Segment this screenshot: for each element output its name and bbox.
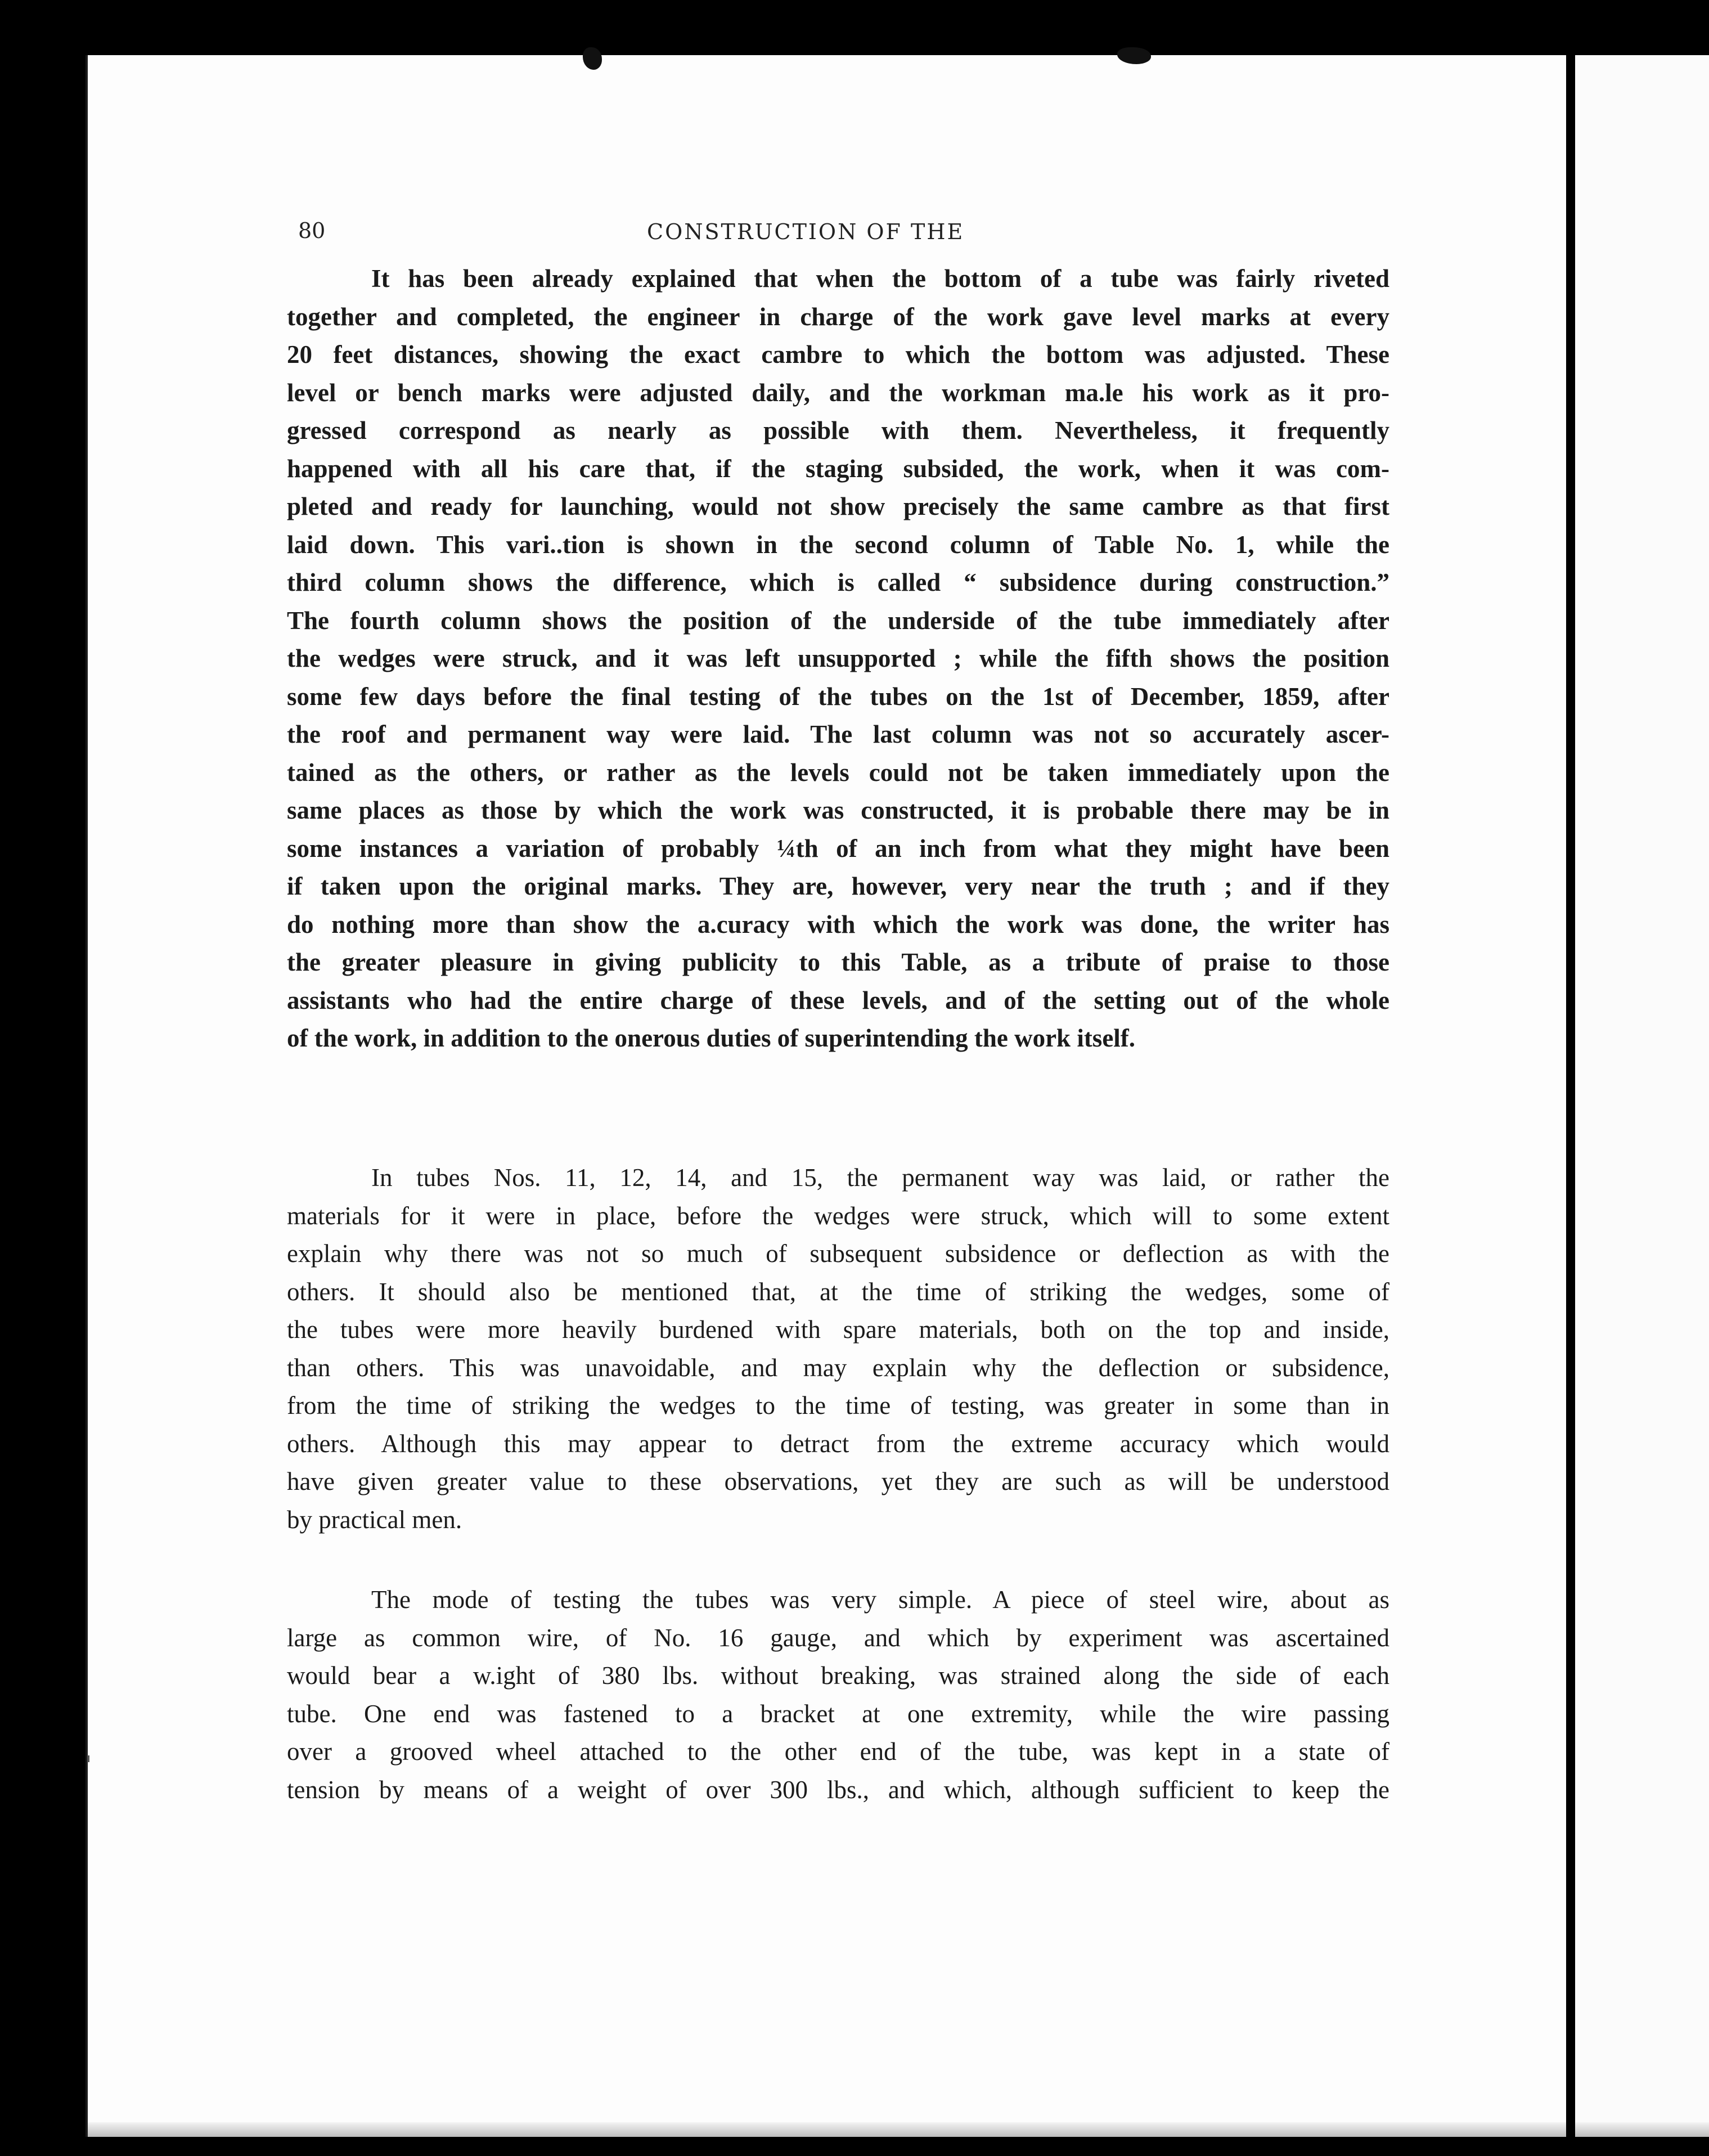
text-line: from the time of striking the wedges to the time of testing, was greater in some than in xyxy=(287,1391,1389,1420)
text-line: do nothing more than show the a.curacy with which the work was done, the writer has xyxy=(287,910,1389,938)
text-line: level or bench marks were adjusted daily, and the workman ma.le his work as it pro- xyxy=(287,378,1389,407)
right-page-edge xyxy=(1575,55,1709,2137)
ink-blot-left xyxy=(583,47,602,70)
text-line: some instances a variation of probably ¼th of an inch from what they might have been xyxy=(287,834,1389,863)
text-line: It has been already explained that when the bottom of a tube was fairly riveted xyxy=(371,264,1389,293)
text-line: same places as those by which the work was constructed, it is probable there may be in xyxy=(287,796,1389,824)
text-line: gressed correspond as nearly as possible with them. Nevertheless, it frequently xyxy=(287,416,1389,444)
paragraph-1 xyxy=(287,260,1389,1058)
page-edge-shadow xyxy=(88,2122,1566,2137)
text-line: pleted and ready for launching, would not show precisely the same cambre as that first xyxy=(287,492,1389,520)
text-line: In tubes Nos. 11, 12, 14, and 15, the permanent way was laid, or rather the xyxy=(371,1164,1389,1192)
text-line: by practical men. xyxy=(287,1505,462,1534)
text-line: the roof and permanent way were laid. The last column was not so accurately ascer- xyxy=(287,720,1389,748)
text-line: have given greater value to these observations, yet they are such as will be understood xyxy=(287,1467,1389,1495)
text-line: 20 feet distances, showing the exact cambre to which the bottom was adjusted. These xyxy=(287,340,1389,369)
text-line: others. It should also be mentioned that, at the time of striking the wedges, some of xyxy=(287,1277,1389,1306)
text-line: assistants who had the entire charge of these levels, and of the setting out of the whole xyxy=(287,986,1389,1014)
text-line: large as common wire, of No. 16 gauge, and which by experiment was ascertained xyxy=(287,1623,1389,1652)
text-line: explain why there was not so much of subsequent subsidence or deflection as with the xyxy=(287,1239,1389,1268)
text-line: The mode of testing the tubes was very simple. A piece of steel wire, about as xyxy=(371,1585,1389,1614)
page-number: 80 xyxy=(298,218,326,243)
paragraph-2 xyxy=(287,1159,1389,1539)
running-head: CONSTRUCTION OF THE xyxy=(647,219,965,244)
text-line: others. Although this may appear to detract from the extreme accuracy which would xyxy=(287,1429,1389,1458)
text-line: tube. One end was fastened to a bracket at one extremity, while the wire passing xyxy=(287,1699,1389,1728)
text-line: if taken upon the original marks. They are, however, very near the truth ; and if they xyxy=(287,872,1389,900)
text-line: tained as the others, or rather as the levels could not be taken immediately upon the xyxy=(287,758,1389,787)
text-line: of the work, in addition to the onerous duties of superintending the work itself. xyxy=(287,1024,1136,1052)
paragraph-3 xyxy=(287,1581,1389,1809)
text-line: third column shows the difference, which is called “ subsidence during construction.” xyxy=(287,568,1389,596)
text-line: The fourth column shows the position of the underside of the tube immediately after xyxy=(287,606,1389,635)
scan-speck xyxy=(87,1755,89,1762)
text-line: the tubes were more heavily burdened with spare materials, both on the top and inside, xyxy=(287,1315,1389,1344)
text-line: tension by means of a weight of over 300 lbs., and which, although sufficient to keep the xyxy=(287,1775,1389,1804)
text-line: the wedges were struck, and it was left unsupported ; while the fifth shows the position xyxy=(287,644,1389,672)
ink-blot-right xyxy=(1117,47,1151,64)
text-line: laid down. This vari..tion is shown in the second column of Table No. 1, while the xyxy=(287,530,1389,559)
text-line: would bear a w.ight of 380 lbs. without breaking, was strained along the side of each xyxy=(287,1661,1389,1690)
right-page-edge-shadow xyxy=(1575,2122,1709,2137)
text-line: over a grooved wheel attached to the other end of the tube, was kept in a state of xyxy=(287,1737,1389,1766)
text-line: than others. This was unavoidable, and may explain why the deflection or subsidence, xyxy=(287,1353,1389,1382)
text-line: together and completed, the engineer in charge of the work gave level marks at every xyxy=(287,302,1389,331)
text-line: materials for it were in place, before the wedges were struck, which will to some extent xyxy=(287,1201,1389,1230)
text-line: some few days before the final testing of the tubes on the 1st of December, 1859, after xyxy=(287,682,1389,711)
text-line: happened with all his care that, if the staging subsided, the work, when it was com- xyxy=(287,454,1389,483)
text-line: the greater pleasure in giving publicity to this Table, as a tribute of praise to those xyxy=(287,948,1389,976)
